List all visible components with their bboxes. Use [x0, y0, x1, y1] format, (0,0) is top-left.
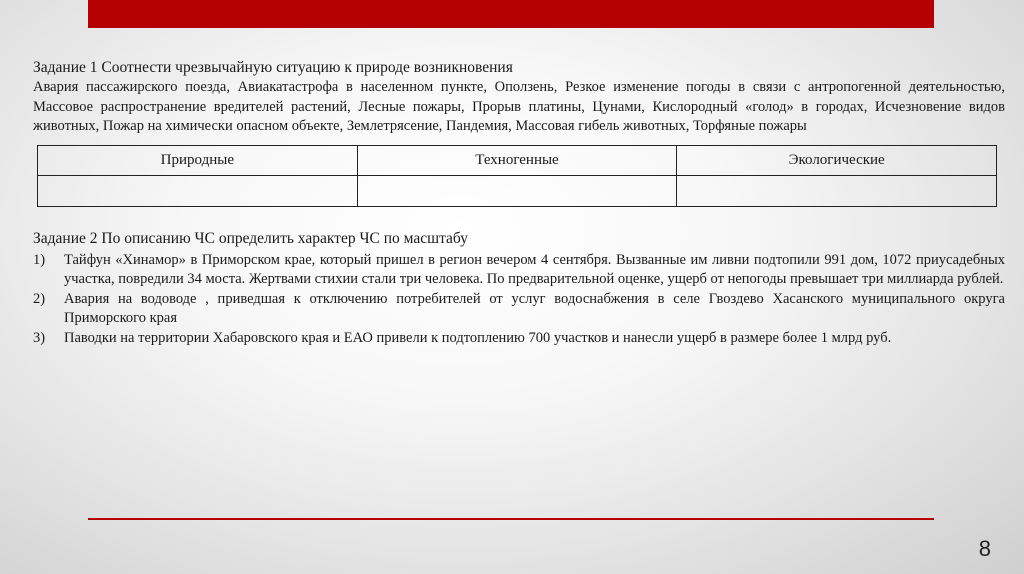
list-item-text: Паводки на территории Хабаровского края и ЕАО привели к подтоплению 700 участков и нанесли ущерб в размере более 1 млрд руб.	[64, 329, 892, 346]
top-accent-bar	[88, 0, 934, 28]
list-item-number: 1)	[33, 251, 46, 268]
header-technogenic: Техногенные	[357, 145, 677, 175]
page-number: 8	[978, 536, 991, 561]
header-natural: Природные	[38, 145, 358, 175]
task2-list	[33, 251, 1005, 349]
table-row	[38, 175, 997, 206]
slide-content	[33, 58, 1005, 348]
classification-table	[37, 145, 997, 207]
list-item	[33, 290, 1005, 329]
cell-natural	[38, 175, 358, 206]
cell-ecological	[677, 175, 997, 206]
list-item-text: Авария на водоводе , приведшая к отключению потребителей от услуг водоснабжения в селе Гвоздево Хасанского муниципального округа Приморского края	[64, 290, 1005, 326]
table-header-row	[38, 145, 997, 175]
task1-title: Задание 1 Соотнести чрезвычайную ситуацию к природе возникновения	[33, 59, 513, 76]
list-item	[33, 329, 1005, 349]
task2-title: Задание 2 По описанию ЧС определить характер ЧС по масштабу	[33, 229, 468, 247]
list-item-number: 2)	[33, 290, 46, 307]
list-item	[33, 251, 1005, 290]
list-item-text: Тайфун «Хинамор» в Приморском крае, который пришел в регион вечером 4 сентября. Вызванные им ливни подтопили 991 дом, 1072 приусадебных участка, повредили 34 моста. Жертвами стихии стали три человека. По предварительной оценке, ущерб от непогоды превышает три миллиарда рублей.	[64, 251, 1005, 287]
header-ecological: Экологические	[677, 145, 997, 175]
list-item-number: 3)	[33, 329, 46, 346]
task1-text: Авария пассажирского поезда, Авиакатастрофа в населенном пункте, Оползень, Резкое изменение погоды в связи с антропогенной деятельностью, Массовое распространение вредителей растений, Лесные пожары, Прорыв платины, Цунами, Кислородный «голод» в городах, Исчезновение видов животных, Пожар на химически опасном объекте, Землетрясение, Пандемия, Массовая гибель животных, Торфяные пожары	[33, 79, 1005, 134]
bottom-divider-line	[88, 518, 934, 520]
cell-technogenic	[357, 175, 677, 206]
